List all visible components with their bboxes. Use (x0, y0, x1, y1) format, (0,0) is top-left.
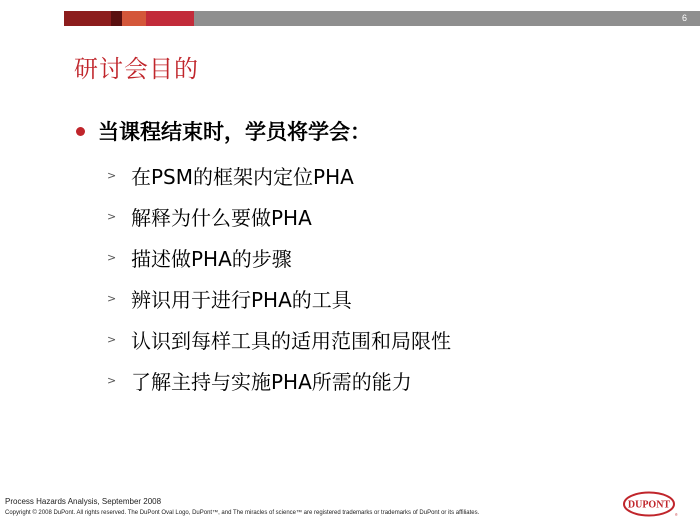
slide-title: 研讨会目的 (74, 55, 199, 83)
sub-item-text: 描述做PHA的步骤 (131, 247, 292, 271)
chevron-right-icon: > (107, 169, 117, 182)
logo-text: DUPONT (627, 499, 671, 511)
bar-segment-gray (194, 11, 700, 26)
chevron-right-icon: > (107, 210, 117, 223)
bar-segment-red (146, 11, 194, 26)
sub-item-text: 了解主持与实施PHA所需的能力 (131, 370, 412, 394)
svg-text:®: ® (675, 513, 678, 517)
footer-course-info: Process Hazards Analysis, September 2008 (5, 497, 162, 506)
list-item (107, 196, 451, 237)
bar-segment-dark-red (64, 11, 111, 26)
sub-bullet-list (107, 155, 451, 401)
chevron-right-icon: > (107, 292, 117, 305)
main-bullet (76, 116, 371, 146)
list-item (107, 237, 451, 278)
list-item (107, 155, 451, 196)
sub-item-text: 认识到每样工具的适用范围和局限性 (131, 329, 451, 353)
main-bullet-text: 当课程结束时，学员将学会： (98, 120, 371, 144)
list-item (107, 360, 451, 401)
chevron-right-icon: > (107, 374, 117, 387)
sub-item-text: 在PSM的框架内定位PHA (131, 165, 354, 189)
dupont-logo (622, 490, 678, 518)
footer-copyright: Copyright © 2008 DuPont. All rights reserved. The DuPont Oval Logo, DuPont™, and The miracles of science™ are registered trademarks or trademarks of DuPont or its affiliates. (5, 510, 480, 516)
bar-segment-maroon (111, 11, 122, 26)
chevron-right-icon: > (107, 333, 117, 346)
top-decorative-bar (64, 11, 700, 26)
bar-segment-orange (122, 11, 146, 26)
sub-item-text: 辨识用于进行PHA的工具 (131, 288, 352, 312)
chevron-right-icon: > (107, 251, 117, 264)
bullet-dot-icon (76, 127, 85, 136)
list-item (107, 278, 451, 319)
list-item (107, 319, 451, 360)
page-number: 6 (681, 13, 687, 23)
sub-item-text: 解释为什么要做PHA (131, 206, 312, 230)
